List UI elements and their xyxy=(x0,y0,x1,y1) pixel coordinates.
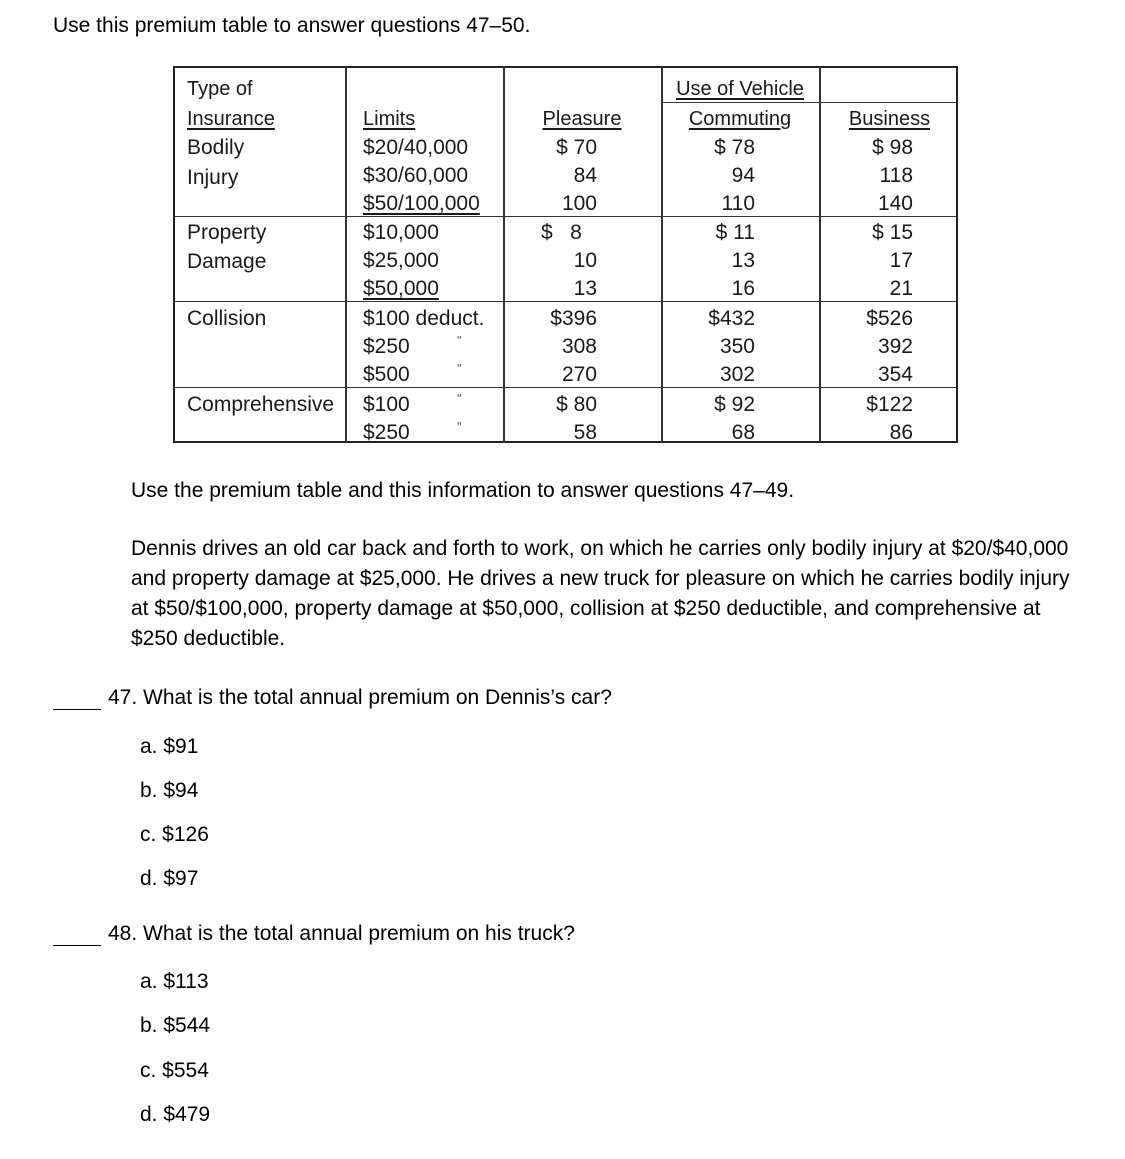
commuting-cell: $432 xyxy=(708,307,755,330)
business-cell: 17 xyxy=(889,249,913,272)
pleasure-cell: 13 xyxy=(573,277,597,300)
choice-47-b[interactable]: b. $94 xyxy=(140,779,199,802)
business-cell: 86 xyxy=(889,421,913,444)
business-cell: 118 xyxy=(879,164,913,187)
header-pleasure: Pleasure xyxy=(542,108,622,130)
limit-cell: $250 xyxy=(363,335,410,358)
header-type-line2: Insurance xyxy=(187,108,275,130)
limit-cell: $500 xyxy=(363,363,410,386)
answer-blank-47[interactable] xyxy=(53,709,101,710)
header-commuting: Commuting xyxy=(688,108,792,130)
limit-cell: $100 xyxy=(363,393,410,416)
pleasure-cell: 58 xyxy=(573,421,597,444)
limit-cell: $100 deduct. xyxy=(363,307,485,330)
choice-47-d[interactable]: d. $97 xyxy=(140,867,199,890)
choice-48-a[interactable]: a. $113 xyxy=(140,970,209,993)
business-cell: 354 xyxy=(877,363,913,386)
header-business: Business xyxy=(848,108,931,130)
pleasure-cell: 10 xyxy=(573,249,597,272)
header-type-line1: Type of xyxy=(187,78,253,100)
ditto-mark: " xyxy=(457,333,462,348)
commuting-cell: 110 xyxy=(721,192,755,215)
ditto-mark: " xyxy=(457,361,462,376)
limit-cell: $50/100,000 xyxy=(363,192,480,215)
limit-cell: $50,000 xyxy=(363,277,439,300)
header-limits: Limits xyxy=(363,108,416,130)
choice-48-c[interactable]: c. $554 xyxy=(140,1059,209,1082)
choice-48-d[interactable]: d. $479 xyxy=(140,1103,211,1126)
pleasure-cell: $ 70 xyxy=(556,136,597,159)
type-property: Property xyxy=(187,221,267,244)
answer-blank-48[interactable] xyxy=(53,945,101,946)
choice-47-a[interactable]: a. $91 xyxy=(140,735,199,758)
table-divider xyxy=(661,102,956,103)
pleasure-cell: $396 xyxy=(550,307,597,330)
pleasure-cell: $ 80 xyxy=(556,393,597,416)
limit-cell: $250 xyxy=(363,421,410,444)
premium-table xyxy=(173,66,958,443)
scenario-paragraph: Dennis drives an old car back and forth to work, on which he carries only bodily injury at $20/$40,000 and property damage at $25,000. He drives a new truck for pleasure on which he carries bodily injury at $50/$100,000, property damage at $50,000, collision at $250 deductible, and comprehensive at $250 deductible. xyxy=(131,537,1070,650)
type-damage: Damage xyxy=(187,250,267,273)
business-cell: 392 xyxy=(877,335,913,358)
pleasure-cell: $ 8 xyxy=(541,221,582,244)
pleasure-cell: 84 xyxy=(573,164,597,187)
commuting-cell: 16 xyxy=(731,277,755,300)
header-use-of-vehicle: Use of Vehicle xyxy=(676,78,804,100)
business-cell: $526 xyxy=(866,307,913,330)
type-injury: Injury xyxy=(187,166,239,189)
choice-48-b[interactable]: b. $544 xyxy=(140,1014,211,1037)
limit-cell: $20/40,000 xyxy=(363,136,469,159)
question-48: 48. What is the total annual premium on his truck? xyxy=(108,922,575,945)
commuting-cell: 13 xyxy=(731,249,755,272)
business-cell: 21 xyxy=(889,277,913,300)
type-collision: Collision xyxy=(187,307,267,330)
business-cell: 140 xyxy=(877,192,913,215)
type-bodily: Bodily xyxy=(187,136,245,159)
info-intro: Use the premium table and this information to answer questions 47–49. xyxy=(131,479,795,502)
limit-cell: $25,000 xyxy=(363,249,439,272)
limit-cell: $10,000 xyxy=(363,221,439,244)
commuting-cell: 94 xyxy=(731,164,755,187)
pleasure-cell: 308 xyxy=(561,335,597,358)
ditto-mark: " xyxy=(457,391,462,406)
commuting-cell: $ 92 xyxy=(714,393,755,416)
commuting-cell: $ 78 xyxy=(714,136,755,159)
intro-text: Use this premium table to answer questions 47–50. xyxy=(53,14,531,37)
business-cell: $122 xyxy=(866,393,913,416)
pleasure-cell: 100 xyxy=(561,192,597,215)
business-cell: $ 98 xyxy=(872,136,913,159)
commuting-cell: $ 11 xyxy=(715,221,755,244)
commuting-cell: 350 xyxy=(719,335,755,358)
ditto-mark: " xyxy=(457,419,462,434)
commuting-cell: 302 xyxy=(719,363,755,386)
pleasure-cell: 270 xyxy=(561,363,597,386)
business-cell: $ 15 xyxy=(872,221,913,244)
type-comprehensive: Comprehensive xyxy=(187,393,335,416)
commuting-cell: 68 xyxy=(731,421,755,444)
choice-47-c[interactable]: c. $126 xyxy=(140,823,209,846)
question-47: 47. What is the total annual premium on Dennis’s car? xyxy=(108,686,612,709)
limit-cell: $30/60,000 xyxy=(363,164,469,187)
